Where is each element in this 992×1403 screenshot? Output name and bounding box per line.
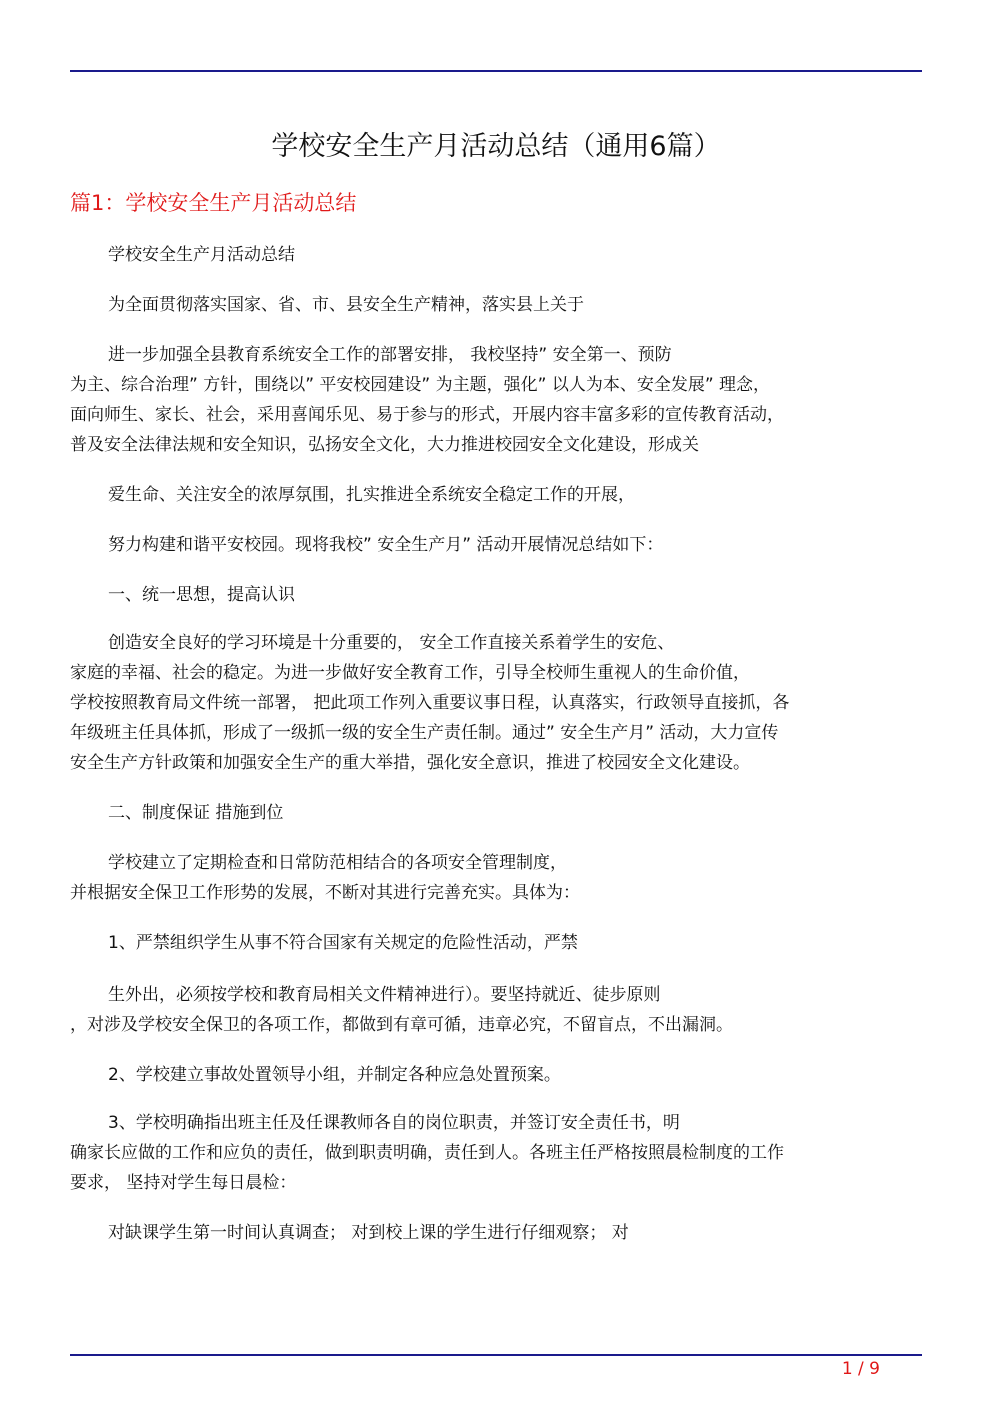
paragraph xyxy=(70,1108,922,1198)
paragraph xyxy=(70,798,922,828)
page-number: 1 / 9 xyxy=(841,1359,880,1379)
paragraph xyxy=(70,980,922,1040)
header-rule xyxy=(70,70,922,72)
text-line: 为主、综合治理” 方针，围绕以” 平安校园建设” 为主题，强化” 以人为本、安全发展” 理念， xyxy=(70,375,771,395)
text-line: 创造安全良好的学习环境是十分重要的， 安全工作直接关系着学生的安危、 xyxy=(108,633,675,653)
text-line: 努力构建和谐平安校园。现将我校” 安全生产月” 活动开展情况总结如下： xyxy=(108,535,664,555)
text-line: 1、严禁组织学生从事不符合国家有关规定的危险性活动，严禁 xyxy=(108,933,578,953)
text-line: 学校建立了定期检查和日常防范相结合的各项安全管理制度， xyxy=(108,853,567,873)
text-line: 学校安全生产月活动总结 xyxy=(108,245,295,265)
text-line: 安全生产方针政策和加强安全生产的重大举措，强化安全意识，推进了校园安全文化建设。 xyxy=(70,753,750,773)
text-line: 二、制度保证 措施到位 xyxy=(108,803,284,823)
paragraph xyxy=(70,580,922,610)
text-line: 年级班主任具体抓，形成了一级抓一级的安全生产责任制。通过” 安全生产月” 活动，大力宣传 xyxy=(70,723,779,743)
text-line: 并根据安全保卫工作形势的发展，不断对其进行完善充实。具体为： xyxy=(70,883,580,903)
text-line: ，对涉及学校安全保卫的各项工作，都做到有章可循，违章必究，不留盲点，不出漏洞。 xyxy=(70,1015,733,1035)
paragraph xyxy=(70,290,922,320)
text-line: 学校按照教育局文件统一部署， 把此项工作列入重要议事日程，认真落实，行政领导直接抓，各 xyxy=(70,693,790,713)
text-line: 2、学校建立事故处置领导小组，并制定各种应急处置预案。 xyxy=(108,1065,561,1085)
section-heading: 篇1：学校安全生产月活动总结 xyxy=(70,191,357,215)
footer-rule xyxy=(70,1354,922,1356)
text-line: 普及安全法律法规和安全知识，弘扬安全文化，大力推进校园安全文化建设，形成关 xyxy=(70,435,699,455)
text-line: 为全面贯彻落实国家、省、市、县安全生产精神，落实县上关于 xyxy=(108,295,584,315)
paragraph xyxy=(70,848,922,908)
text-line: 一、统一思想，提高认识 xyxy=(108,585,295,605)
text-line: 3、学校明确指出班主任及任课教师各自的岗位职责，并签订安全责任书，明 xyxy=(108,1113,680,1133)
text-line: 确家长应做的工作和应负的责任，做到职责明确，责任到人。各班主任严格按照晨检制度的工作 xyxy=(70,1143,784,1163)
paragraph xyxy=(70,530,922,560)
document-title: 学校安全生产月活动总结（通用6篇） xyxy=(271,131,721,162)
paragraph xyxy=(70,480,922,510)
paragraph xyxy=(70,240,922,270)
paragraph xyxy=(70,340,922,460)
text-line: 对缺课学生第一时间认真调查； 对到校上课的学生进行仔细观察； 对 xyxy=(108,1223,629,1243)
paragraph xyxy=(70,1060,922,1090)
text-line: 爱生命、关注安全的浓厚氛围，扎实推进全系统安全稳定工作的开展， xyxy=(108,485,635,505)
text-line: 进一步加强全县教育系统安全工作的部署安排， 我校坚持” 安全第一、预防 xyxy=(108,345,672,365)
text-line: 要求， 坚持对学生每日晨检： xyxy=(70,1173,297,1193)
text-line: 生外出，必须按学校和教育局相关文件精神进行）。要坚持就近、徒步原则 xyxy=(108,985,661,1005)
paragraph xyxy=(70,1218,922,1248)
paragraph xyxy=(70,928,922,958)
text-line: 面向师生、家长、社会，采用喜闻乐见、易于参与的形式，开展内容丰富多彩的宣传教育活动， xyxy=(70,405,784,425)
text-line: 家庭的幸福、社会的稳定。为进一步做好安全教育工作，引导全校师生重视人的生命价值， xyxy=(70,663,750,683)
paragraph xyxy=(70,628,922,778)
